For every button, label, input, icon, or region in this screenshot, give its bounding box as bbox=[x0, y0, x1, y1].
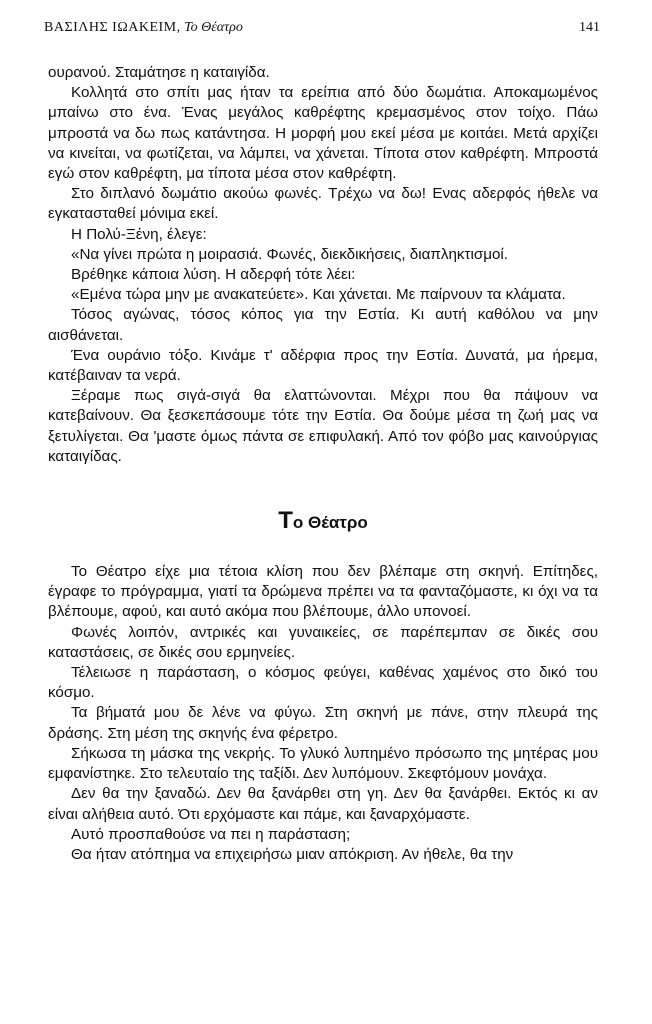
page-number: 141 bbox=[579, 20, 600, 35]
paragraph: Το Θέατρο είχε μια τέτοια κλίση που δεν βλέπαμε στη σκηνή. Επίτηδες, έγραφε το πρόγραμμα, γιατί τα δρώμενα πρέπει να τα φανταζόμαστε, κι όχι να τα βλέπουμε, αφού, και αυτό ακόμα που βλέπουμε, άλλο υπονοεί. bbox=[48, 563, 598, 621]
paragraph: Σήκωσα τη μάσκα της νεκρής. Το γλυκό λυπημένο πρόσωπο της μητέρας μου εμφανίστηκε. Στο τελευταίο της ταξίδι. Δεν λυπόμουν. Σκεφτόμουν μονάχα. bbox=[48, 744, 598, 783]
paragraph: «Να γίνει πρώτα η μοιρασιά. Φωνές, διεκδικήσεις, διαπληκτισμοί. bbox=[71, 245, 509, 263]
paragraph: Τα βήματά μου δε λένε να φύγω. Στη σκηνή με πάνε, στην πλευρά της δράσης. Στη μέση της σκηνής ένα φέρετρο. bbox=[48, 704, 598, 742]
running-title bbox=[44, 20, 243, 36]
paragraph: Φωνές λοιπόν, αντρικές και γυναικείες, σε παρέπεμπαν σε δικές σου καταστάσεις, σε δικές σου ερμηνείες. bbox=[48, 623, 598, 661]
paragraph: Η Πολύ-Ξένη, έλεγε: bbox=[71, 225, 207, 243]
paragraph: Αυτό προσπαθούσε να πει η παράσταση; bbox=[71, 825, 351, 843]
book-title: Το Θέατρο bbox=[184, 20, 243, 35]
author-name: ΒΑΣΙΛΗΣ ΙΩΑΚΕΙΜ, bbox=[44, 20, 181, 35]
paragraph: Βρέθηκε κάποια λύση. Η αδερφή τότε λέει: bbox=[71, 266, 356, 284]
paragraph: Τόσος αγώνας, τόσος κόπος για την Εστία. Κι αυτή καθόλου να μην αισθάνεται. bbox=[48, 306, 598, 344]
paragraph: Ξέραμε πως σιγά-σιγά θα ελαττώνονται. Μέχρι που θα πάψουν να κατεβαίνουν. Θα ξεσκεπάσουμε τότε την Εστία. Θα δούμε μέσα τη ζωή μας να ξετυλίγεται. Θα 'μαστε όμως πάντα σε επιφυλακή. Από τον φόβο μας καινούργιας καταιγίδας. bbox=[48, 387, 598, 465]
page-body bbox=[48, 63, 598, 865]
paragraph: «Εμένα τώρα μην με ανακατεύετε». Και χάνεται. Με παίρνουν τα κλάματα. bbox=[71, 286, 566, 304]
paragraph: Κολλητά στο σπίτι μας ήταν τα ερείπια από δύο δωμάτια. Αποκαμωμένος μπαίνω στο ένα. Ένας μεγάλος καθρέφτης κρεμασμένος στον τοίχο. Πάω μπροστά να δω πως κατάντησα. Η μορφή μου εκεί μέσα με κοιτάει. Μετά αρχίζει να κινείται, να φωτίζεται, να λάμπει, να χάνεται. Τίποτα στον καθρέφτη. Μπροστά εγώ στον καθρέφτη, μα τίποτα μέσα στον καθρέφτη. bbox=[48, 84, 598, 183]
paragraph: Στο διπλανό δωμάτιο ακούω φωνές. Τρέχω να δω! Ενας αδερφός ήθελε να εγκατασταθεί μόνιμα εκεί. bbox=[48, 185, 598, 223]
paragraph: Τέλειωσε η παράσταση, ο κόσμος φεύγει, καθένας χαμένος στο δικό του κόσμο. bbox=[48, 664, 598, 702]
section-heading-initial: Τ bbox=[278, 507, 293, 535]
section-heading-rest: ο Θέατρο bbox=[292, 513, 368, 533]
paragraph: Θα ήταν ατόπημα να επιχειρήσω μιαν απόκριση. Αν ήθελε, θα την bbox=[71, 845, 514, 863]
running-header bbox=[44, 20, 600, 36]
paragraph: Δεν θα την ξαναδώ. Δεν θα ξανάρθει στη γη. Δεν θα ξανάρθει. Εκτός κι αν είναι αλήθεια αυτό. Ότι ερχόμαστε και πάμε, και ξαναρχόμαστε. bbox=[48, 785, 598, 823]
paragraph: ουρανού. Σταμάτησε η καταιγίδα. bbox=[48, 64, 270, 81]
section-heading bbox=[48, 506, 598, 538]
paragraph: Ένα ουράνιο τόξο. Κινάμε τ' αδέρφια προς την Εστία. Δυνατά, μα ήρεμα, κατέβαιναν τα νερά. bbox=[48, 346, 598, 385]
